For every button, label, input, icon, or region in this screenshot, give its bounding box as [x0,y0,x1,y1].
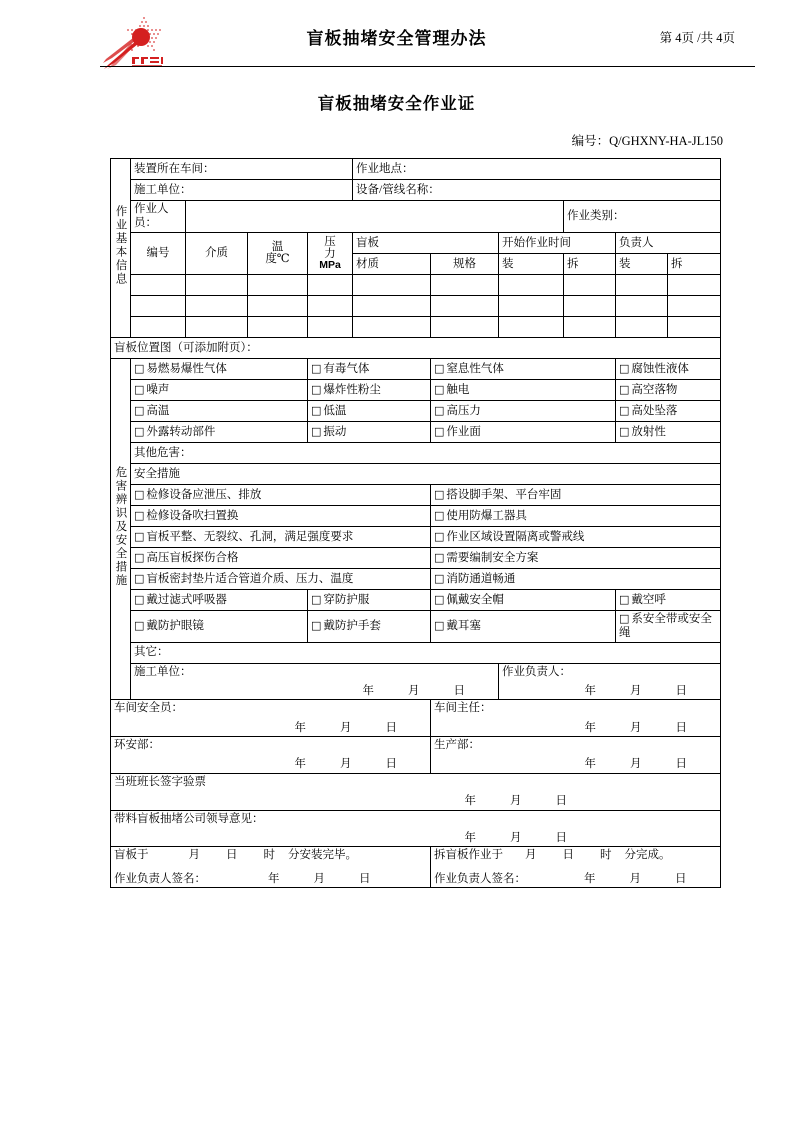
cell-remove-time[interactable] [564,295,616,316]
document-number: 编号：Q/GHXNY-HA-JL150 [571,134,723,148]
table-row [111,642,721,663]
cell-install-time[interactable] [499,316,564,337]
col-blind-plate-header: 盲板 [353,232,499,253]
date-line: 年 月 日 [584,758,687,771]
col-pressure-header: 压 力 MPa [308,232,353,274]
measure-checkbox-gasket-suitable[interactable]: □ 盲板密封垫片适合管道介质、压力、温度 [131,568,431,589]
hazard-checkbox-high-temperature[interactable]: □ 高温 [131,400,308,421]
cell-temperature[interactable] [248,295,308,316]
page-header [0,0,793,72]
construction-unit-field[interactable]: 施工单位： [131,180,353,201]
table-row [111,295,721,316]
table-row [111,379,721,400]
document-title: 盲板抽堵安全作业证 [317,95,476,113]
header-title: 盲板抽堵安全管理办法 [306,29,487,48]
col-spec-header: 规格 [431,253,499,274]
date-line: 年 月 日 [362,684,465,697]
table-row [111,201,721,233]
hazard-checkbox-falling-object[interactable]: □ 高空落物 [616,379,721,400]
other-hazard-field[interactable]: 其他危害： [131,442,721,463]
signature-shift-leader[interactable]: 当班班长签字验票 年 月 日 [111,773,721,810]
hazard-checkbox-corrosive-liquid[interactable]: □ 腐蚀性液体 [616,358,721,379]
hazard-checkbox-radioactivity[interactable]: □ 放射性 [616,421,721,442]
cell-pressure[interactable] [308,274,353,295]
col-install-time-header: 装 [499,253,564,274]
cell-temperature[interactable] [248,274,308,295]
table-row [111,589,721,610]
cell-remove-time[interactable] [564,274,616,295]
header-divider [100,66,755,67]
signature-workshop-safety-officer[interactable]: 车间安全员： 年 月 日 [111,700,431,737]
install-completion-block[interactable]: 盲板于 月 日 时 分安装完毕。 作业负责人签名： 年 月 日 [111,847,431,888]
cell-resp-install[interactable] [616,274,668,295]
signature-hse-department[interactable]: 环安部： 年 月 日 [111,737,431,774]
col-medium-header: 介质 [186,232,248,274]
personnel-label: 作业人员： [131,201,186,233]
workshop-field[interactable]: 装置所在车间： [131,159,353,180]
hazard-checkbox-exposed-rotating-parts[interactable]: □ 外露转动部件 [131,421,308,442]
cell-medium[interactable] [186,295,248,316]
form-table [110,158,721,888]
hazard-checkbox-fall-from-height[interactable]: □ 高处坠落 [616,400,721,421]
basic-info-vertical-label: 作业基本信息 [111,159,131,338]
blind-plate-diagram-area[interactable]: 盲板位置图（可添加附页）： [111,337,721,358]
table-row [111,337,721,358]
cell-spec[interactable] [431,274,499,295]
cell-pressure[interactable] [308,295,353,316]
cell-spec[interactable] [431,295,499,316]
table-row [111,505,721,526]
measure-checkbox-isolation-line[interactable]: □ 作业区域设置隔离或警戒线 [431,526,721,547]
ppe-checkbox-filter-respirator[interactable]: □ 戴过滤式呼吸器 [131,589,308,610]
table-row [111,810,721,847]
date-line: 年 月 日 [464,795,567,808]
measure-checkbox-plate-quality[interactable]: □ 盲板平整、无裂纹、孔洞，满足强度要求 [131,526,431,547]
table-row [111,180,721,201]
table-row [111,568,721,589]
cell-remove-time[interactable] [564,316,616,337]
measure-checkbox-safety-plan[interactable]: □ 需要编制安全方案 [431,547,721,568]
table-row [111,847,721,888]
col-resp-remove-header: 拆 [668,253,721,274]
work-type-field[interactable]: 作业类别： [564,201,721,233]
cell-pressure[interactable] [308,316,353,337]
other-measures-field[interactable]: 其它： [131,642,721,663]
signature-construction-unit[interactable]: 施工单位： 年 月 日 [131,663,499,700]
remove-completion-block[interactable]: 拆盲板作业于 月 日 时 分完成。 作业负责人签名： 年 月 日 [431,847,721,888]
table-row [111,400,721,421]
hazard-checkbox-asphyxiant-gas[interactable]: □ 窒息性气体 [431,358,616,379]
table-row [111,358,721,379]
page-number: 第 4页 /共 4页 [659,31,735,45]
equipment-name-field[interactable]: 设备/管线名称： [353,180,721,201]
cell-resp-install[interactable] [616,316,668,337]
ppe-checkbox-scba[interactable]: □ 戴空呼 [616,589,721,610]
date-line: 年 月 日 [294,721,397,734]
col-temperature-header: 温 度℃ [248,232,308,274]
hazard-checkbox-electric-shock[interactable]: □ 触电 [431,379,616,400]
cell-number[interactable] [131,274,186,295]
table-row [111,463,721,484]
cell-install-time[interactable] [499,274,564,295]
ppe-checkbox-gloves[interactable]: □ 戴防护手套 [308,610,431,642]
hazard-checkbox-toxic-gas[interactable]: □ 有毒气体 [308,358,431,379]
table-row [111,316,721,337]
ppe-checkbox-helmet[interactable]: □ 佩戴安全帽 [431,589,616,610]
ppe-checkbox-safety-belt[interactable]: □ 系安全带或安全绳 [616,610,721,642]
signature-workshop-director[interactable]: 车间主任： 年 月 日 [431,700,721,737]
col-remove-time-header: 拆 [564,253,616,274]
cell-number[interactable] [131,316,186,337]
location-field[interactable]: 作业地点： [353,159,721,180]
hazard-checkbox-explosive-dust[interactable]: □ 爆炸性粉尘 [308,379,431,400]
cell-medium[interactable] [186,316,248,337]
cell-resp-remove[interactable] [668,274,721,295]
cell-temperature[interactable] [248,316,308,337]
table-row [111,274,721,295]
measure-checkbox-explosion-proof-tools[interactable]: □ 使用防爆工器具 [431,505,721,526]
personnel-field[interactable] [186,201,564,233]
cell-resp-remove[interactable] [668,316,721,337]
measure-checkbox-depressurize[interactable]: □ 检修设备应泄压、排放 [131,484,431,505]
table-row [111,737,721,774]
safety-measures-title: 安全措施 [131,463,721,484]
cell-material[interactable] [353,295,431,316]
table-row [111,484,721,505]
cell-install-time[interactable] [499,295,564,316]
date-line: 年 月 日 [584,684,687,697]
col-resp-install-header: 装 [616,253,668,274]
table-row [111,700,721,737]
table-row [111,442,721,463]
table-header-row [111,232,721,253]
signature-production-department[interactable]: 生产部： 年 月 日 [431,737,721,774]
date-line: 年 月 日 [584,721,687,734]
date-line: 年 月 日 [294,758,397,771]
signature-work-supervisor[interactable]: 作业负责人： 年 月 日 [499,663,721,700]
ppe-checkbox-goggles[interactable]: □ 戴防护眼镜 [131,610,308,642]
hazard-checkbox-high-pressure[interactable]: □ 高压力 [431,400,616,421]
table-row [111,610,721,642]
hazard-checkbox-noise[interactable]: □ 噪声 [131,379,308,400]
hazard-checkbox-low-temperature[interactable]: □ 低温 [308,400,431,421]
measure-checkbox-purge[interactable]: □ 检修设备吹扫置换 [131,505,431,526]
cell-material[interactable] [353,316,431,337]
cell-material[interactable] [353,274,431,295]
hazard-checkbox-vibration[interactable]: □ 振动 [308,421,431,442]
cell-medium[interactable] [186,274,248,295]
table-row [111,159,721,180]
table-row [111,773,721,810]
ppe-checkbox-earplugs[interactable]: □ 戴耳塞 [431,610,616,642]
hazard-checkbox-work-surface[interactable]: □ 作业面 [431,421,616,442]
hazard-vertical-label: 危害辨识及安全措施 [111,358,131,700]
hazard-checkbox-flammable-gas[interactable]: □ 易燃易爆性气体 [131,358,308,379]
work-permit-form [110,158,720,888]
cell-resp-remove[interactable] [668,295,721,316]
cell-spec[interactable] [431,316,499,337]
measure-checkbox-scaffold[interactable]: □ 搭设脚手架、平台牢固 [431,484,721,505]
table-row [111,526,721,547]
table-row [111,663,721,700]
col-start-time-header: 开始作业时间 [499,232,616,253]
col-number-header: 编号 [131,232,186,274]
company-leader-opinion[interactable]: 带料盲板抽堵公司领导意见： 年 月 日 [111,810,721,847]
table-row [111,547,721,568]
cell-resp-install[interactable] [616,295,668,316]
measure-checkbox-flaw-detection[interactable]: □ 高压盲板探伤合格 [131,547,431,568]
measure-checkbox-fire-access[interactable]: □ 消防通道畅通 [431,568,721,589]
col-material-header: 材质 [353,253,431,274]
col-responsible-header: 负责人 [616,232,721,253]
table-row [111,421,721,442]
date-line: 年 月 日 [464,831,567,844]
ppe-checkbox-protective-clothing[interactable]: □ 穿防护服 [308,589,431,610]
cell-number[interactable] [131,295,186,316]
